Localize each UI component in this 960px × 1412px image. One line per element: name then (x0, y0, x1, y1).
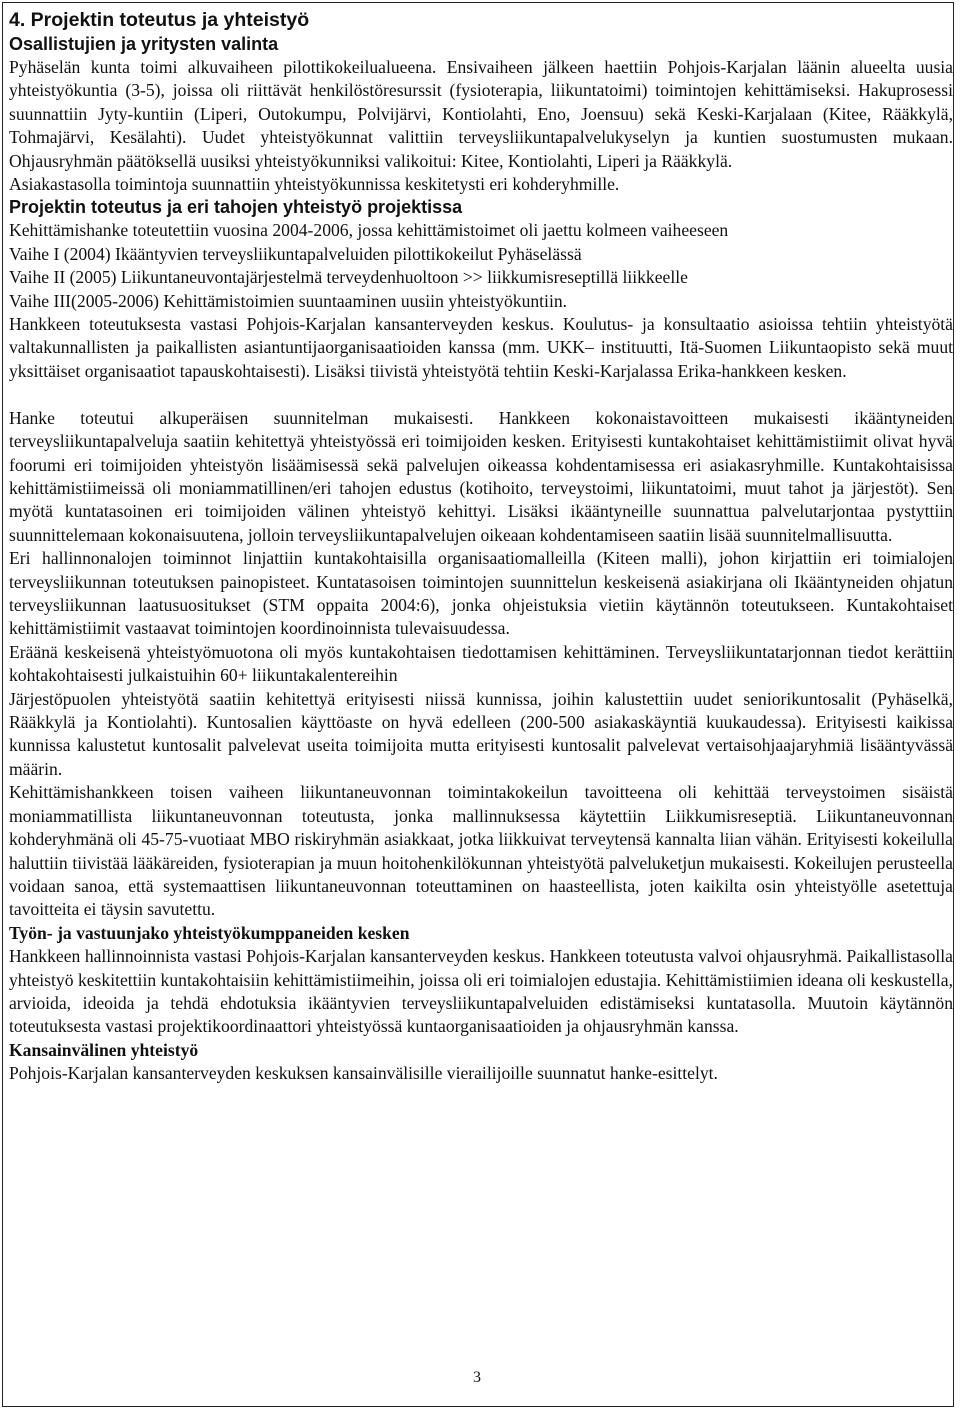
document-content (9, 8, 953, 1086)
text-line: Kehittämishanke toteutettiin vuosina 2004-2006, jossa kehittämistoimet oli jaettu kolmeen vaiheeseen (9, 220, 729, 241)
text-paragraph: Hanke toteutui alkuperäisen suunnitelman mukaisesti. Hankkeen kokonaistavoitteen mukaisesti ikääntyneiden terveysliikuntapalveluja saatiin kehitettyä yhteistyössä eri toimijoiden kesken. Erityisesti kuntakohtaiset kehittämistiimit olivat hyvä foorumi eri toimijoiden yhteistyön lisäämisessä sekä palvelujen oikeassa kohdentamisessa eri asiakasryhmille. Kuntakohtaisissa kehittämistiimeissä oli moniammatillinen/eri tahojen edustus (kotihoito, terveystoimi, liikuntatoimi, muut tahot ja järjestöt). Sen myötä kuntatasoinen eri toimijoiden välinen yhteistyö kehittyi. Lisäksi ikääntyneille suunnattua palvelutarjontaa pystyttiin suunnittelemaan kokonaisuutena, jolloin terveysliikuntapalvelujen oikeaan kohdentamiseen saatiin lisää suunnitelmallisuutta. (9, 407, 953, 545)
text-paragraph: Eri hallinnonalojen toiminnot linjattiin kuntakohtaisilla organisaatiomalleilla (Kiteen malli), johon kirjattiin eri toimialojen terveysliikunnan toteutuksen painopisteet. Kuntatasoisen toimintojen suunnittelun keskeisenä asiakirjana oli Ikääntyneiden ohjatun terveysliikunnan laatusuositukset (STM oppaita 2004:6), jonka ohjeistuksia vietiin käytännön toteutukseen. Kuntakohtaiset kehittämistiimit vastaavat toimintojen koordinoinnista tulevaisuudessa. (9, 548, 953, 639)
text-paragraph: Järjestöpuolen yhteistyötä saatiin kehitettyä erityisesti niissä kunnissa, joihin kalustettiin uudet seniorikuntosalit (Pyhäselkä, Rääkkylä ja Kontiolahti). Kuntosalien käyttöaste on hyvä edelleen (200-500 asiakaskäyntiä kuukaudessa). Erityisesti kaikissa kunnissa kalustetut kuntosalit palvelevat useita toimijoita mutta erityisesti kuntosalit palvelevat vertaisohjaajaryhmiä lisääntyvässä määrin. (9, 688, 953, 779)
section-title: Projektin toteutus ja eri tahojen yhteistyö projektissa (9, 197, 463, 218)
text-line: Vaihe II (2005) Liikuntaneuvontajärjestelmä terveydenhuoltoon >> liikkumisreseptillä liikkeelle (9, 267, 688, 288)
section-title: Kansainvälinen yhteistyö (9, 1039, 199, 1060)
text-paragraph: Eräänä keskeisenä yhteistyömuotona oli myös kuntakohtaisen tiedottamisen kehittäminen. Terveysliikuntatarjonnan tiedot kerättiin kohtakohtaisesti julkaistuihin 60+ liikuntakalentereihin (9, 641, 953, 686)
subheading: Osallistujien ja yritysten valinta (9, 34, 279, 54)
section-title: Työn- ja vastuunjako yhteistyökumppaneiden kesken (9, 922, 410, 943)
text-paragraph: Kehittämishankkeen toisen vaiheen liikuntaneuvonnan toimintakokeilun tavoitteena oli kehittää terveystoimen sisäistä moniammatillista liikuntaneuvonnan toteutusta, jonka mallinnuksessa käytettiin Liikkumisreseptiä. Liikuntaneuvonnan kohderyhmänä oli 45-75-vuotiaat MBO riskiryhmän asiakkaat, jotka liikkuivat terveytensä kannalta liian vähän. Erityisesti kokeilulla haluttiin tiivistää lääkäreiden, fysioterapian ja muun hoitohenkilökunnan yhteistyötä palveluketjun mukaisesti. Kokeilujen perusteella voidaan sanoa, että systemaattisen liikuntaneuvonnan toteuttaminen on haasteellista, joten kaikilta osin yhteistyölle asetettuja tavoitteita ei täysin savutettu. (9, 782, 953, 920)
section-heading: 4. Projektin toteutus ja yhteistyö (9, 9, 310, 31)
intro-paragraph: Pyhäselän kunta toimi alkuvaiheen pilottikokeilualueena. Ensivaiheen jälkeen haettiin Pohjois-Karjalan läänin alueelta uusia yhteistyökuntia (3-5), joissa oli riittävät henkilöstöresurssit (fysioterapia, liikuntatoimi) toimintojen kehittämiseksi. Hakuprosessi suunnattiin Jyty-kuntiin (Liperi, Outokumpu, Polvijärvi, Kontiolahti, Eno, Joensuu) sekä Keski-Karjalaan (Kitee, Rääkkylä, Tohmajärvi, Kesälahti). Uudet yhteistyökunnat valittiin terveysliikuntapalvelukyselyn ja kuntien suostumusten mukaan. Ohjausryhmän päätöksellä uusiksi yhteistyökunniksi valikoitui: Kitee, Kontiolahti, Liperi ja Rääkkylä. (9, 57, 953, 171)
page-number: 3 (473, 1369, 481, 1386)
spacer (9, 383, 953, 407)
text-paragraph: Hankkeen toteutuksesta vastasi Pohjois-Karjalan kansanterveyden keskus. Koulutus- ja konsultaatio asioissa tehtiin yhteistyötä valtakunnallisten ja paikallisten asiantuntijaorganisaatioiden kanssa (mm. UKK– instituutti, Itä-Suomen Liikuntaopisto sekä muut yksittäiset organisaatiot tapauskohtaisesti). Lisäksi tiivistä yhteistyötä tehtiin Keski-Karjalassa Erika-hankkeen kesken. (9, 314, 953, 381)
text-paragraph: Pohjois-Karjalan kansanterveyden keskuksen kansainvälisille vierailijoille suunnatut hanke-esittelyt. (9, 1063, 718, 1084)
intro-paragraph: Asiakastasolla toimintoja suunnattiin yhteistyökunnissa keskitetysti eri kohderyhmille. (9, 174, 620, 195)
text-line: Vaihe III(2005-2006) Kehittämistoimien suuntaaminen uusiin yhteistyökuntiin. (9, 290, 568, 311)
text-paragraph: Hankkeen hallinnoinnista vastasi Pohjois-Karjalan kansanterveyden keskus. Hankkeen toteutusta valvoi ohjausryhmä. Paikallistasolla yhteistyö keskitettiin kuntakohtaisiin kehittämistiimeihin, joissa oli eri toimialojen edustajia. Kehittämistiimien ideana oli keskustella, arvioida, ideoida ja tehdä ehdotuksia ikääntyvien terveysliikuntapalveluiden edistämiseksi kuntatasolla. Muutoin käytännön toteutuksesta vastasi projektikoordinaattori yhteistyössä kuntaorganisaatioiden ja ohjausryhmän kanssa. (9, 946, 953, 1037)
text-line: Vaihe I (2004) Ikääntyvien terveysliikuntapalveluiden pilottikokeilut Pyhäselässä (9, 243, 582, 264)
